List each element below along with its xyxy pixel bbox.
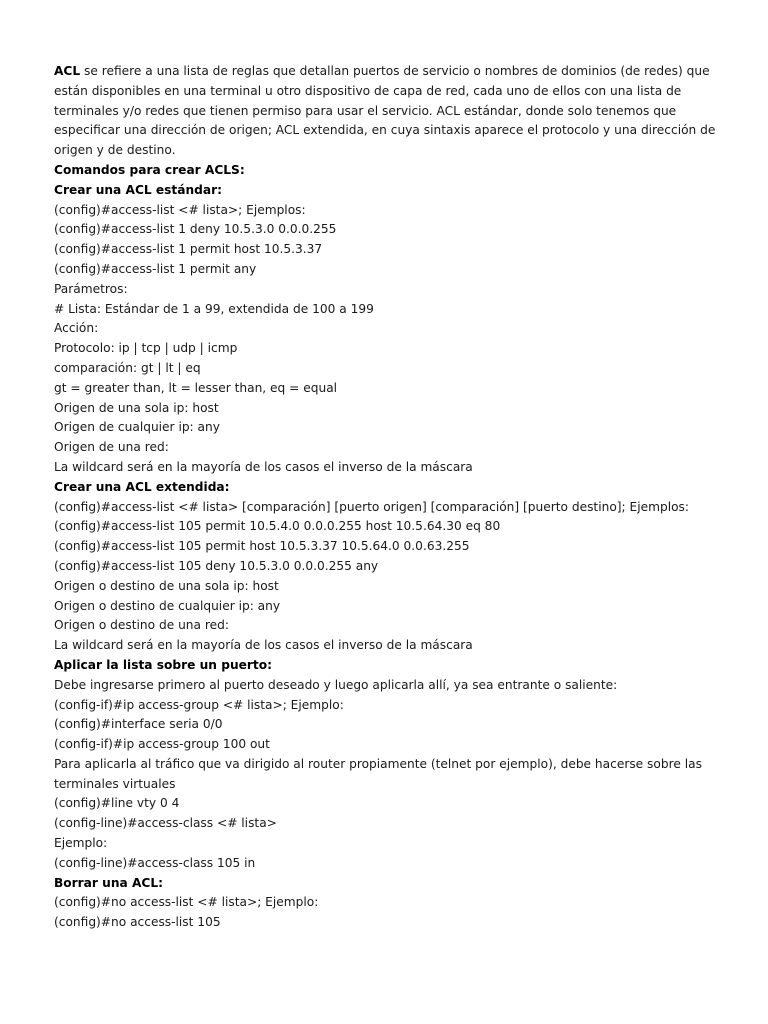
- acl-term: ACL: [54, 64, 81, 78]
- aplicar-line: Debe ingresarse primero al puerto deseado y luego aplicarla allí, ya sea entrante o saliente:: [54, 677, 618, 692]
- aplicar-line: (config)#line vty 0 4: [54, 796, 180, 811]
- extendida-line: La wildcard será en la mayoría de los casos el inverso de la máscara: [54, 638, 473, 653]
- estandar-line: Acción:: [54, 321, 99, 336]
- aplicar-line: Ejemplo:: [54, 836, 108, 851]
- aplicar-line: (config-if)#ip access-group 100 out: [54, 737, 270, 752]
- borrar-line: (config)#no access-list <# lista>; Ejemplo:: [54, 895, 319, 910]
- borrar-acl-heading: Borrar una ACL:: [54, 875, 163, 890]
- estandar-line: Origen de cualquier ip: any: [54, 420, 220, 435]
- estandar-line: (config)#access-list 1 deny 10.5.3.0 0.0.0.255: [54, 222, 337, 237]
- comandos-heading: Comandos para crear ACLS:: [54, 162, 245, 177]
- estandar-line: (config)#access-list <# lista>; Ejemplos:: [54, 202, 306, 217]
- estandar-line: gt = greater than, lt = lesser than, eq = equal: [54, 380, 338, 395]
- aplicar-line: (config)#interface seria 0/0: [54, 717, 223, 732]
- estandar-line: Origen de una sola ip: host: [54, 400, 219, 415]
- extendida-line: (config)#access-list 105 deny 10.5.3.0 0.0.0.255 any: [54, 558, 379, 573]
- estandar-line: Origen de una red:: [54, 440, 169, 455]
- estandar-line: Protocolo: ip | tcp | udp | icmp: [54, 341, 238, 356]
- aplicar-line: (config-line)#access-class 105 in: [54, 855, 256, 870]
- estandar-line: (config)#access-list 1 permit any: [54, 261, 257, 276]
- extendida-line: (config)#access-list <# lista> [comparación] [puerto origen] [comparación] [puerto destino]; Ejemplos:: [54, 499, 689, 514]
- extendida-line: (config)#access-list 105 permit host 10.5.3.37 10.5.64.0 0.0.63.255: [54, 539, 470, 554]
- estandar-line: (config)#access-list 1 permit host 10.5.3.37: [54, 242, 323, 257]
- estandar-line: comparación: gt | lt | eq: [54, 360, 201, 375]
- intro-text: se refiere a una lista de reglas que detallan puertos de servicio o nombres de dominios (de redes) que están disponibles en una terminal u otro dispositivo de capa de red, cada uno de ellos con una lista de terminales y/o redes que tienen permiso para usar el servicio. ACL estándar, donde solo tenemos que especificar una dirección de origen; ACL extendida, en cuya sintaxis aparece el protocolo y una dirección de origen y de destino.: [54, 64, 716, 158]
- estandar-line: # Lista: Estándar de 1 a 99, extendida de 100 a 199: [54, 301, 374, 316]
- extendida-line: Origen o destino de una sola ip: host: [54, 578, 279, 593]
- acl-extendida-heading: Crear una ACL extendida:: [54, 479, 230, 494]
- aplicar-lista-heading: Aplicar la lista sobre un puerto:: [54, 657, 272, 672]
- acl-estandar-heading: Crear una ACL estándar:: [54, 182, 222, 197]
- terminales-virtuales-paragraph: Para aplicarla al tráfico que va dirigido al router propiamente (telnet por ejemplo), debe hacerse sobre las terminales virtuales: [54, 756, 702, 791]
- aplicar-line: (config-line)#access-class <# lista>: [54, 816, 277, 831]
- intro-paragraph: [54, 62, 724, 161]
- document-body: [54, 62, 724, 933]
- extendida-line: (config)#access-list 105 permit 10.5.4.0 0.0.0.255 host 10.5.64.30 eq 80: [54, 519, 501, 534]
- estandar-line: La wildcard será en la mayoría de los casos el inverso de la máscara: [54, 459, 473, 474]
- extendida-line: Origen o destino de una red:: [54, 618, 229, 633]
- borrar-line: (config)#no access-list 105: [54, 915, 221, 930]
- estandar-line: Parámetros:: [54, 281, 128, 296]
- aplicar-line: (config-if)#ip access-group <# lista>; Ejemplo:: [54, 697, 344, 712]
- extendida-line: Origen o destino de cualquier ip: any: [54, 598, 281, 613]
